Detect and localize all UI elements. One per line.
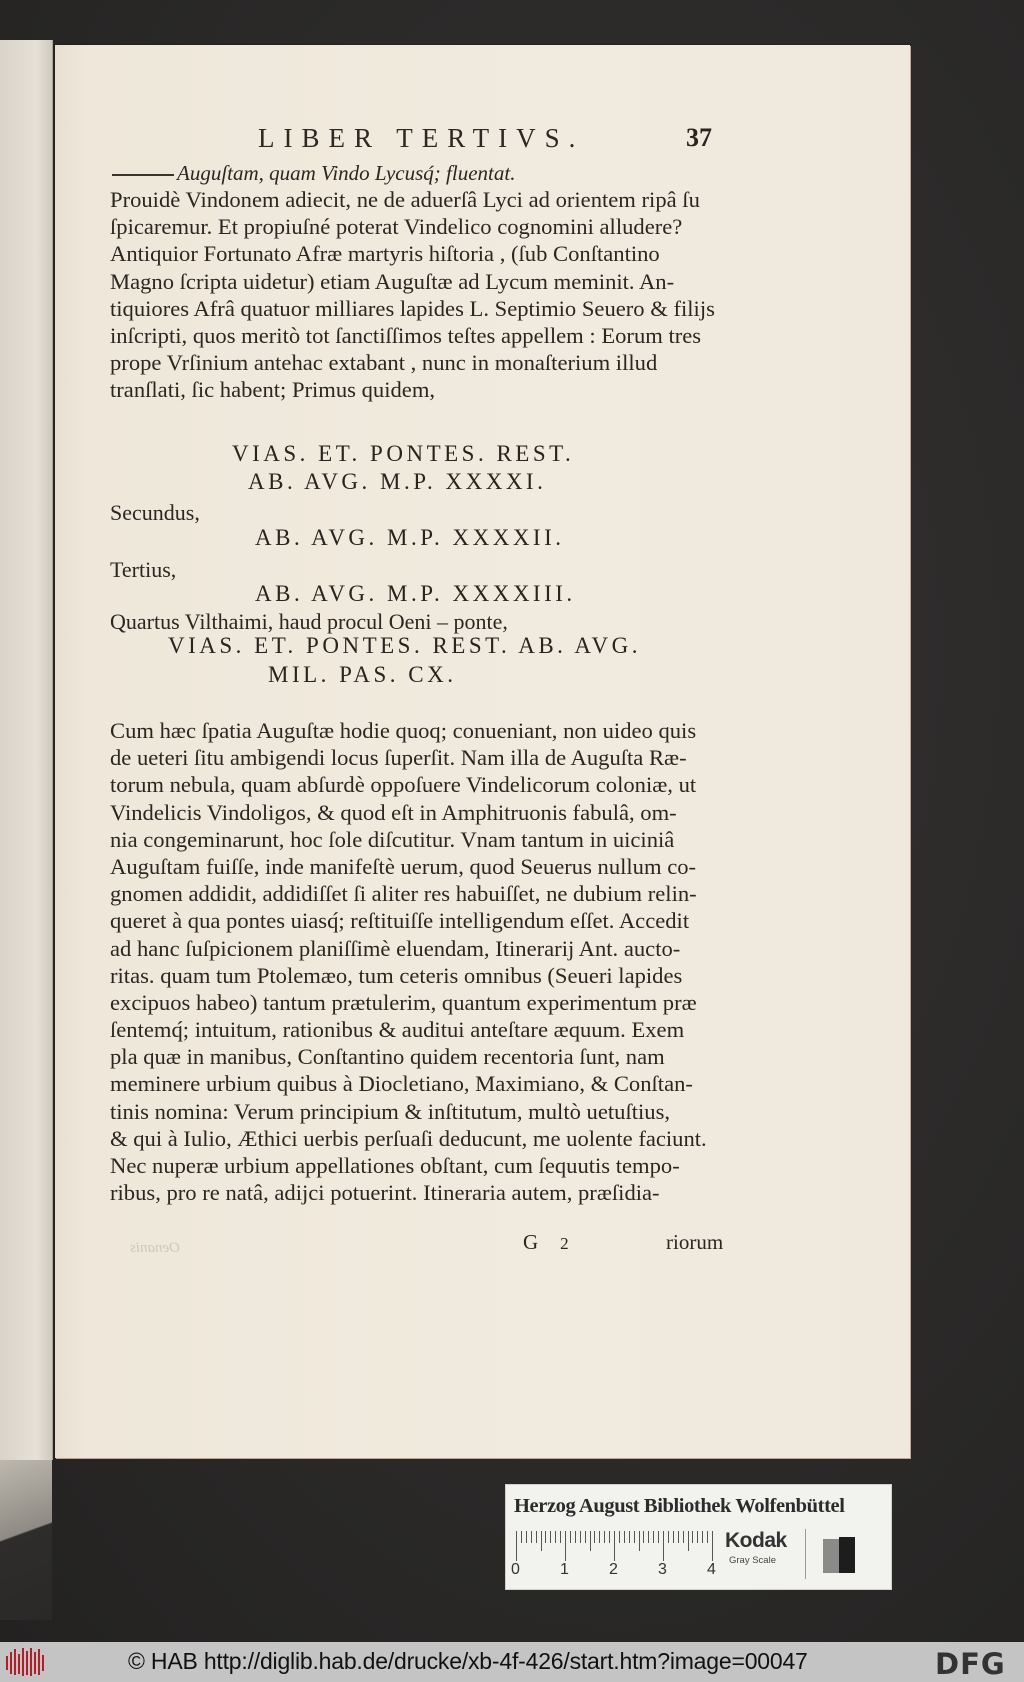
text-line: Prouidè Vindonem adiecit, ne de aduerſâ Lyci ad orientem ripâ ſu [110, 187, 700, 212]
text-line: prope Vrſinium antehac extabant , nunc in monaſterium illud [110, 350, 658, 376]
text-line: Antiquior Fortunato Afræ martyris hiſtoria , (ſub Conſtantino [110, 241, 660, 267]
text-line: & qui à Iulio, Æthici uerbis perſuaſi deducunt, me uolente faciunt. [110, 1125, 707, 1151]
paragraph-2 [110, 717, 742, 1206]
gray-patch-mid [823, 1539, 839, 1573]
text-line: de ueteri ſitu ambigendi locus ſuperſit. Nam illa de Auguſta Ræ- [110, 745, 687, 771]
book-page [55, 45, 910, 1458]
card-divider [805, 1529, 806, 1579]
text-line: nia congeminarunt, hoc ſole diſcutitur. Vnam tantum in uiciniâ [110, 826, 675, 852]
inscription-tertius: AB. AVG. M.P. XXXXIII. [255, 581, 576, 606]
text-line: gnomen addidit, addidiſſet ſi aliter res habuiſſet, ne dubium relin- [110, 881, 697, 907]
text-line: Cum hæc ſpatia Auguſtæ hodie quoq; conueniant, non uideo quis [110, 718, 697, 743]
signature-mark [523, 1230, 569, 1255]
text-line: ſpicaremur. Et propiuſné poterat Vindelico cognomini alludere? [110, 214, 683, 240]
text-line: meminere urbium quibus à Diocletiano, Maximiano, & Conſtan- [110, 1071, 693, 1097]
text-line: ad hanc ſuſpicionem planiſſimè eluendam, Itinerarij Ant. aucto- [110, 935, 681, 961]
text-line: torum nebula, quam abſurdè oppoſuere Vindelicorum coloniæ, ut [110, 772, 697, 798]
inscription-label-secundus: Secundus, [110, 500, 200, 525]
inscription-label-tertius: Tertius, [110, 557, 177, 582]
signature-letter: G [523, 1230, 539, 1254]
text-line: ribus, pro re natâ, adijci potuerint. Itineraria autem, præſidia- [110, 1180, 660, 1206]
text-line: Auguſtam fuiſſe, inde manifeſtè uerum, quod Seuerus nullum co- [110, 853, 697, 879]
text-line: queret à qua pontes uiasq́; reſtituiſſe intelligendum eſſet. Accedit [110, 908, 690, 934]
gray-scale-label: Gray Scale [729, 1555, 776, 1566]
facing-page-corner [0, 1460, 52, 1620]
verse-text: Auguſtam, quam Vindo Lycusq́; fluentat. [177, 161, 516, 185]
dfg-logo: DFG [935, 1647, 1006, 1681]
text-line: ſentemq́; intuitum, rationibus & auditui anteſtare æquum. Exem [110, 1017, 685, 1043]
text-line: tiquiores Afrâ quatuor milliares lapides L. Septimio Seuero & filijs [110, 295, 715, 321]
ruler-number: 2 [609, 1561, 618, 1578]
text-line: pla quæ in manibus, Conſtantino quidem recentoria ſunt, nam [110, 1044, 665, 1070]
ruler-number: 3 [658, 1561, 667, 1578]
inscription-primus-line-1: VIAS. ET. PONTES. REST. [232, 441, 575, 466]
kodak-brand: Kodak [725, 1529, 787, 1552]
text-line: Nec nuperæ urbium appellationes obſtant, cum ſequutis tempo- [110, 1153, 680, 1178]
signature-number: 2 [560, 1234, 569, 1253]
verse-quotation [112, 161, 515, 186]
inscription-quartus-line-1: VIAS. ET. PONTES. REST. AB. AVG. [168, 633, 642, 658]
verse-dash [112, 174, 174, 176]
inscription-primus-line-2: AB. AVG. M.P. XXXXI. [248, 469, 547, 494]
inscription-secundus: AB. AVG. M.P. XXXXII. [255, 525, 565, 550]
text-line: inſcripti, quos meritò tot ſanctiſſimos teſtes appellem : Eorum tres [110, 322, 702, 348]
inscription-quartus-line-2: MIL. PAS. CX. [268, 662, 457, 687]
show-through-text: Oenanis [130, 1240, 180, 1256]
gray-patch-dark [839, 1537, 855, 1573]
text-line: excipuos habeo) tantum prætulerim, quantum experimentum præ [110, 989, 697, 1015]
kodak-scale-card [505, 1484, 892, 1590]
ruler-number: 1 [560, 1561, 569, 1578]
inscription-label-quartus: Quartus Vilthaimi, haud procul Oeni – ponte, [110, 609, 508, 634]
ruler-number: 0 [511, 1561, 520, 1578]
running-head: LIBER TERTIVS. [258, 123, 585, 153]
text-line: Vindelicis Vindoligos, & quod eſt in Amphitruonis fabulâ, om- [110, 799, 677, 825]
text-line: tinis nomina: Verum principium & inſtitutum, multò uetuſtius, [110, 1098, 671, 1124]
facing-page-edge [0, 40, 53, 1460]
ruler-numbers [511, 1561, 721, 1581]
ruler-number: 4 [707, 1561, 716, 1578]
ruler-ticks [516, 1531, 712, 1561]
catchword: riorum [666, 1230, 724, 1254]
library-name: Herzog August Bibliothek Wolfenbüttel [514, 1495, 845, 1517]
hab-logo-icon [4, 1646, 46, 1678]
page-number: 37 [686, 123, 712, 152]
footer-bar [0, 1642, 1024, 1682]
text-line: ritas. quam tum Ptolemæo, tum ceteris omnibus (Seueri lapides [110, 962, 683, 988]
text-line: tranſlati, ſic habent; Primus quidem, [110, 377, 436, 403]
text-line: Magno ſcripta uidetur) etiam Auguſtæ ad Lycum meminit. An- [110, 268, 675, 294]
copyright-url: © HAB http://diglib.hab.de/drucke/xb-4f-426/start.htm?image=00047 [128, 1648, 808, 1674]
paragraph-1 [110, 186, 742, 404]
